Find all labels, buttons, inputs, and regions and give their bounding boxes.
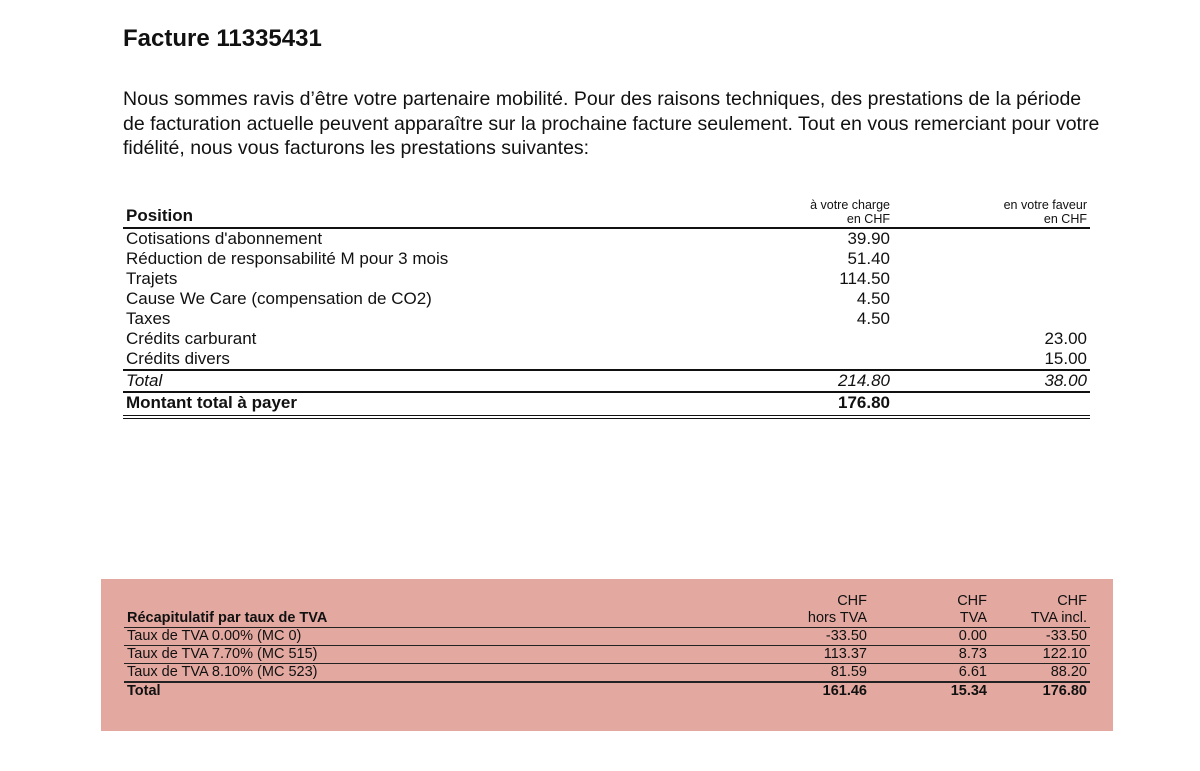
row-label: Crédits divers xyxy=(123,349,773,370)
vat-row xyxy=(124,628,1090,646)
vat-total-label: Total xyxy=(127,683,161,699)
invoice-title: Facture 11335431 xyxy=(123,25,322,52)
header-charge xyxy=(773,198,893,228)
vat-total-incl: 176.80 xyxy=(1042,683,1087,699)
row-label: Crédits carburant xyxy=(126,329,257,348)
row-favour xyxy=(893,309,1090,329)
invoice-row xyxy=(123,269,1090,289)
vat-header-tva-line1: CHF xyxy=(957,593,987,609)
invoice-row xyxy=(123,249,1090,269)
vat-total-tva: 15.34 xyxy=(950,683,987,699)
grand-total-row xyxy=(123,392,1090,417)
total-charge: 214.80 xyxy=(773,370,893,392)
invoice-header-row xyxy=(123,198,1090,228)
vat-row-label: Taux de TVA 7.70% (MC 515) xyxy=(124,646,744,664)
row-label: Taxes xyxy=(126,309,171,328)
invoice-row xyxy=(123,228,1090,249)
row-favour xyxy=(893,269,1090,289)
header-position: Position xyxy=(123,198,773,228)
grand-total-favour xyxy=(893,392,1090,417)
vat-row-incl: 122.10 xyxy=(990,646,1090,664)
invoice-row xyxy=(123,309,1090,329)
row-favour: 15.00 xyxy=(893,349,1090,370)
vat-recap-box xyxy=(101,579,1113,731)
invoice-total-row xyxy=(123,370,1090,392)
vat-row-excl: 81.59 xyxy=(744,664,870,683)
vat-total-row xyxy=(124,682,1090,700)
vat-header-excl-line1: CHF xyxy=(837,593,867,609)
vat-header-label: Récapitulatif par taux de TVA xyxy=(124,593,744,628)
vat-header-tva-line2: TVA xyxy=(959,610,987,626)
vat-row-excl: -33.50 xyxy=(744,628,870,646)
row-favour xyxy=(893,289,1090,309)
vat-header-excl xyxy=(744,593,870,628)
vat-row-label: Taux de TVA 8.10% (MC 523) xyxy=(124,664,744,683)
vat-row-tva: 6.61 xyxy=(870,664,990,683)
row-label: Cause We Care (compensation de CO2) xyxy=(126,289,432,308)
header-charge-line1: à votre charge xyxy=(810,198,890,212)
vat-row-incl: -33.50 xyxy=(990,628,1090,646)
header-charge-line2: en CHF xyxy=(846,212,890,226)
invoice-table xyxy=(123,198,1090,419)
vat-header-row xyxy=(124,593,1090,628)
vat-header-incl xyxy=(990,593,1090,628)
vat-row xyxy=(124,646,1090,664)
row-charge: 51.40 xyxy=(847,249,890,268)
total-label: Total xyxy=(123,370,773,392)
row-favour xyxy=(893,249,1090,269)
invoice-row xyxy=(123,289,1090,309)
row-label: Trajets xyxy=(126,269,178,288)
vat-row xyxy=(124,664,1090,683)
row-charge: 4.50 xyxy=(856,289,890,308)
vat-header-excl-line2: hors TVA xyxy=(807,610,867,626)
vat-header-incl-line2: TVA incl. xyxy=(1030,610,1087,626)
row-label: Réduction de responsabilité M pour 3 mois xyxy=(126,249,449,268)
vat-row-label: Taux de TVA 0.00% (MC 0) xyxy=(124,628,744,646)
invoice-row xyxy=(123,329,1090,349)
vat-row-excl: 113.37 xyxy=(744,646,870,664)
total-favour: 38.00 xyxy=(893,370,1090,392)
grand-total-label: Montant total à payer xyxy=(123,392,773,417)
row-favour xyxy=(893,228,1090,249)
row-charge: 114.50 xyxy=(839,269,890,288)
vat-row-incl: 88.20 xyxy=(990,664,1090,683)
row-charge xyxy=(773,329,893,349)
vat-row-tva: 0.00 xyxy=(870,628,990,646)
vat-header-incl-line1: CHF xyxy=(1057,593,1087,609)
vat-header-tva xyxy=(870,593,990,628)
row-favour: 23.00 xyxy=(1044,329,1087,348)
header-favour xyxy=(893,198,1090,228)
row-charge: 4.50 xyxy=(856,309,890,328)
intro-paragraph: Nous sommes ravis d’être votre partenaire mobilité. Pour des raisons techniques, des prestations de la période de facturation actuelle peuvent apparaître sur la prochaine facture seulement. Tout en vous remerciant pour votre fidélité, nous vous facturons les prestations suivantes: xyxy=(123,88,1100,159)
header-favour-line1: en votre faveur xyxy=(1003,198,1087,212)
vat-recap-table xyxy=(124,593,1090,700)
vat-row-tva: 8.73 xyxy=(870,646,990,664)
header-favour-line2: en CHF xyxy=(1043,212,1087,226)
row-charge xyxy=(773,349,893,370)
vat-total-excl: 161.46 xyxy=(822,683,867,699)
invoice-row xyxy=(123,349,1090,370)
grand-total-charge: 176.80 xyxy=(773,392,893,417)
row-label: Cotisations d'abonnement xyxy=(126,229,323,248)
row-charge: 39.90 xyxy=(847,229,890,248)
